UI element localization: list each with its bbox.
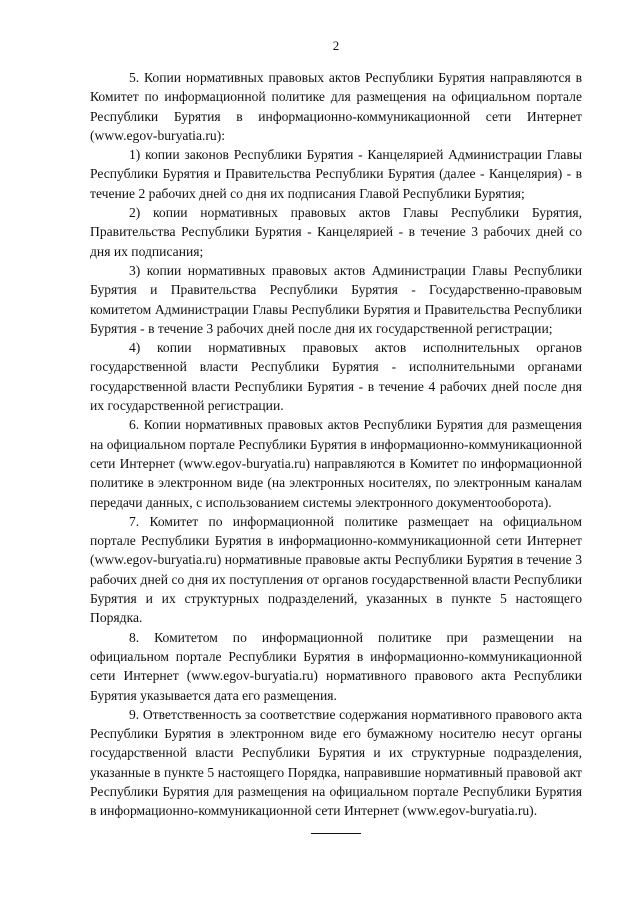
paragraph-5-item-2: 2) копии нормативных правовых актов Главы Республики Бурятия, Правительства Республики Бурятия - Канцелярией - в течение 3 рабочих дней со дня их подписания; [90,205,582,259]
paragraph-5-item-1: 1) копии законов Республики Бурятия - Канцелярией Администрации Главы Республики Бурятия и Правительства Республики Бурятия (далее - Канцелярия) - в течение 2 рабочих дней со дня их подписания Главой Республики Бурятия; [90,147,582,201]
paragraph-5-item-3: 3) копии нормативных правовых актов Администрации Главы Республики Бурятия и Правительства Республики Бурятия - Государственно-правовым комитетом Администрации Главы Республики Бурятия и Правительства Республики Бурятия - в течение 3 рабочих дней после дня их государственной регистрации; [90,262,582,336]
end-divider [311,833,361,834]
paragraph-8: 8. Комитетом по информационной политике при размещении на официальном портале Республики Бурятия в информационно-коммуникационной сети Интернет (www.egov-buryatia.ru) нормативного правового акта Республики Бурятия указывается дата его размещения. [90,629,582,703]
paragraph-9: 9. Ответственность за соответствие содержания нормативного правового акта Республики Бурятия в электронном виде его бумажному носителю несут органы государственной власти Республики Бурятия и их структурные подразделения, указанные в пункте 5 настоящего Порядка, направившие нормативный правовой акт Республики Бурятия для размещения на официальном портале Республики Бурятия в информационно-коммуникационной сети Интернет (www.egov-buryatia.ru). [90,706,582,819]
page-number: 2 [332,38,340,53]
paragraph-6: 6. Копии нормативных правовых актов Республики Бурятия для размещения на официальном портале Республики Бурятия в информационно-коммуникационной сети Интернет (www.egov-buryatia.ru) направляются в Комитет по информационной политике в электронном виде (на электронных носителях, по электронным каналам передачи данных, с использованием системы электронного документооборота). [90,417,582,510]
paragraph-5: 5. Копии нормативных правовых актов Республики Бурятия направляются в Комитет по информационной политике для размещения на официальном портале Республики Бурятия в информационно-коммуникационной сети Интернет (www.egov-buryatia.ru): [90,70,582,143]
paragraph-5-item-4: 4) копии нормативных правовых актов исполнительных органов государственной власти Республики Бурятия - исполнительными органами государственной власти Республики Бурятия - в течение 4 рабочих дней после дня их государственной регистрации. [90,340,582,414]
paragraph-7: 7. Комитет по информационной политике размещает на официальном портале Республики Бурятия в информационно-коммуникационной сети Интернет (www.egov-buryatia.ru) нормативные правовые акты Республики Бурятия в течение 3 рабочих дней со дня их поступления от органов государственной власти Республики Бурятия и их структурных подразделений, указанных в пункте 5 настоящего Порядка. [90,513,582,626]
